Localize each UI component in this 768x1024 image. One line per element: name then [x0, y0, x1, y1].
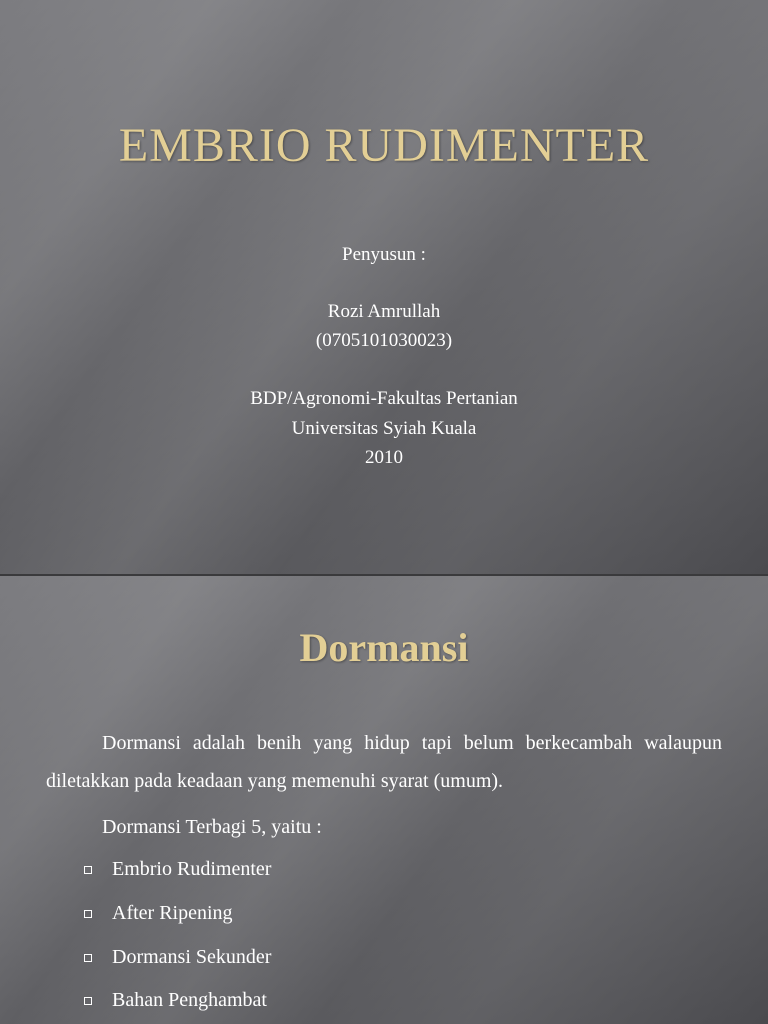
- hollow-square-bullet-icon: [84, 910, 92, 918]
- slide-dormansi: [0, 576, 768, 1024]
- list-item-label: Dormansi Sekunder: [112, 946, 272, 968]
- year: 2010: [365, 447, 403, 468]
- list-item-label: After Ripening: [112, 902, 233, 924]
- author-name: Rozi Amrullah: [327, 301, 441, 322]
- slide-title-heading: EMBRIO RUDIMENTER: [118, 119, 650, 172]
- department: BDP/Agronomi-Fakultas Pertanian: [250, 388, 518, 409]
- compiler-label: Penyusun :: [342, 244, 426, 265]
- dormansi-heading: Dormansi: [299, 625, 469, 670]
- types-intro: Dormansi Terbagi 5, yaitu :: [102, 816, 322, 838]
- list-item-label: Bahan Penghambat: [112, 989, 267, 1011]
- hollow-square-bullet-icon: [84, 866, 92, 874]
- hollow-square-bullet-icon: [84, 997, 92, 1005]
- university: Universitas Syiah Kuala: [291, 418, 477, 439]
- definition-paragraph: Dormansi adalah benih yang hidup tapi belum berkecambah walaupun diletakkan pada keadaan yang memenuhi syarat (umum).: [46, 732, 722, 792]
- hollow-square-bullet-icon: [84, 954, 92, 962]
- list-item-label: Embrio Rudimenter: [112, 858, 272, 880]
- author-id: (0705101030023): [315, 330, 453, 351]
